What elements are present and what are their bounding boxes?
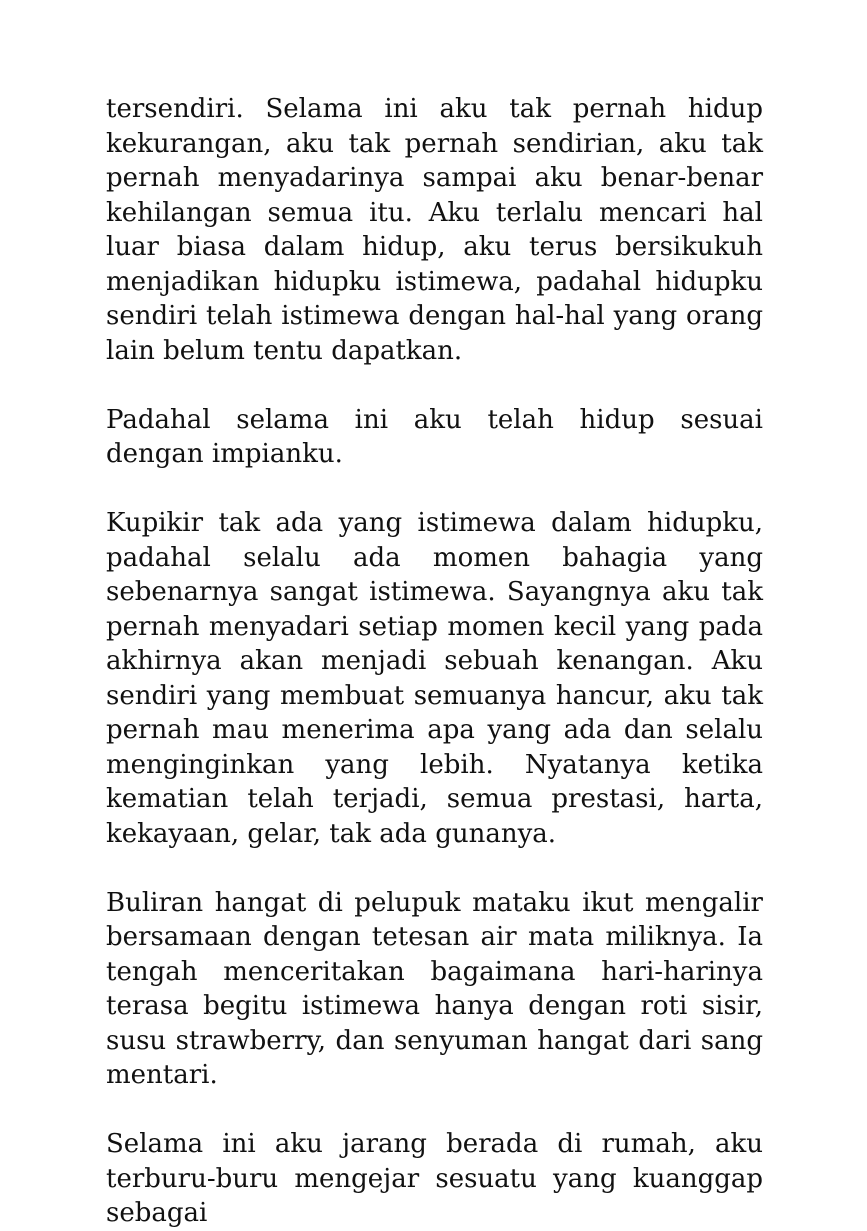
paragraph-4: Buliran hangat di pelupuk mataku ikut mengalir bersamaan dengan tetesan air mata miliknya. Ia tengah menceritakan bagaimana hari-harinya terasa begitu istimewa hanya dengan roti sisir, susu strawberry, dan senyuman hangat dari sang mentari. (106, 887, 763, 1090)
paragraph-1: tersendiri. Selama ini aku tak pernah hidup kekurangan, aku tak pernah sendirian, aku tak pernah menyadarinya sampai aku benar-benar kehilangan semua itu. Aku terlalu mencari hal luar biasa dalam hidup, aku terus bersikukuh menjadikan hidupku istimewa, padahal hidupku sendiri telah istimewa dengan hal-hal yang orang lain belum tentu dapatkan. (106, 94, 763, 366)
paragraph-5: Selama ini aku jarang berada di rumah, aku terburu-buru mengejar sesuatu yang kuanggap sebagai (106, 1129, 763, 1228)
paragraph-2: Padahal selama ini aku telah hidup sesuai dengan impianku. (106, 404, 763, 469)
body-text (106, 92, 763, 1231)
paragraph-3: Kupikir tak ada yang istimewa dalam hidupku, padahal selalu ada momen bahagia yang sebenarnya sangat istimewa. Sayangnya aku tak pernah menyadari setiap momen kecil yang pada akhirnya akan menjadi sebuah kenangan. Aku sendiri yang membuat semuanya hancur, aku tak pernah mau menerima apa yang ada dan selalu menginginkan yang lebih. Nyatanya ketika kematian telah terjadi, semua prestasi, harta, kekayaan, gelar, tak ada gunanya. (106, 508, 763, 849)
